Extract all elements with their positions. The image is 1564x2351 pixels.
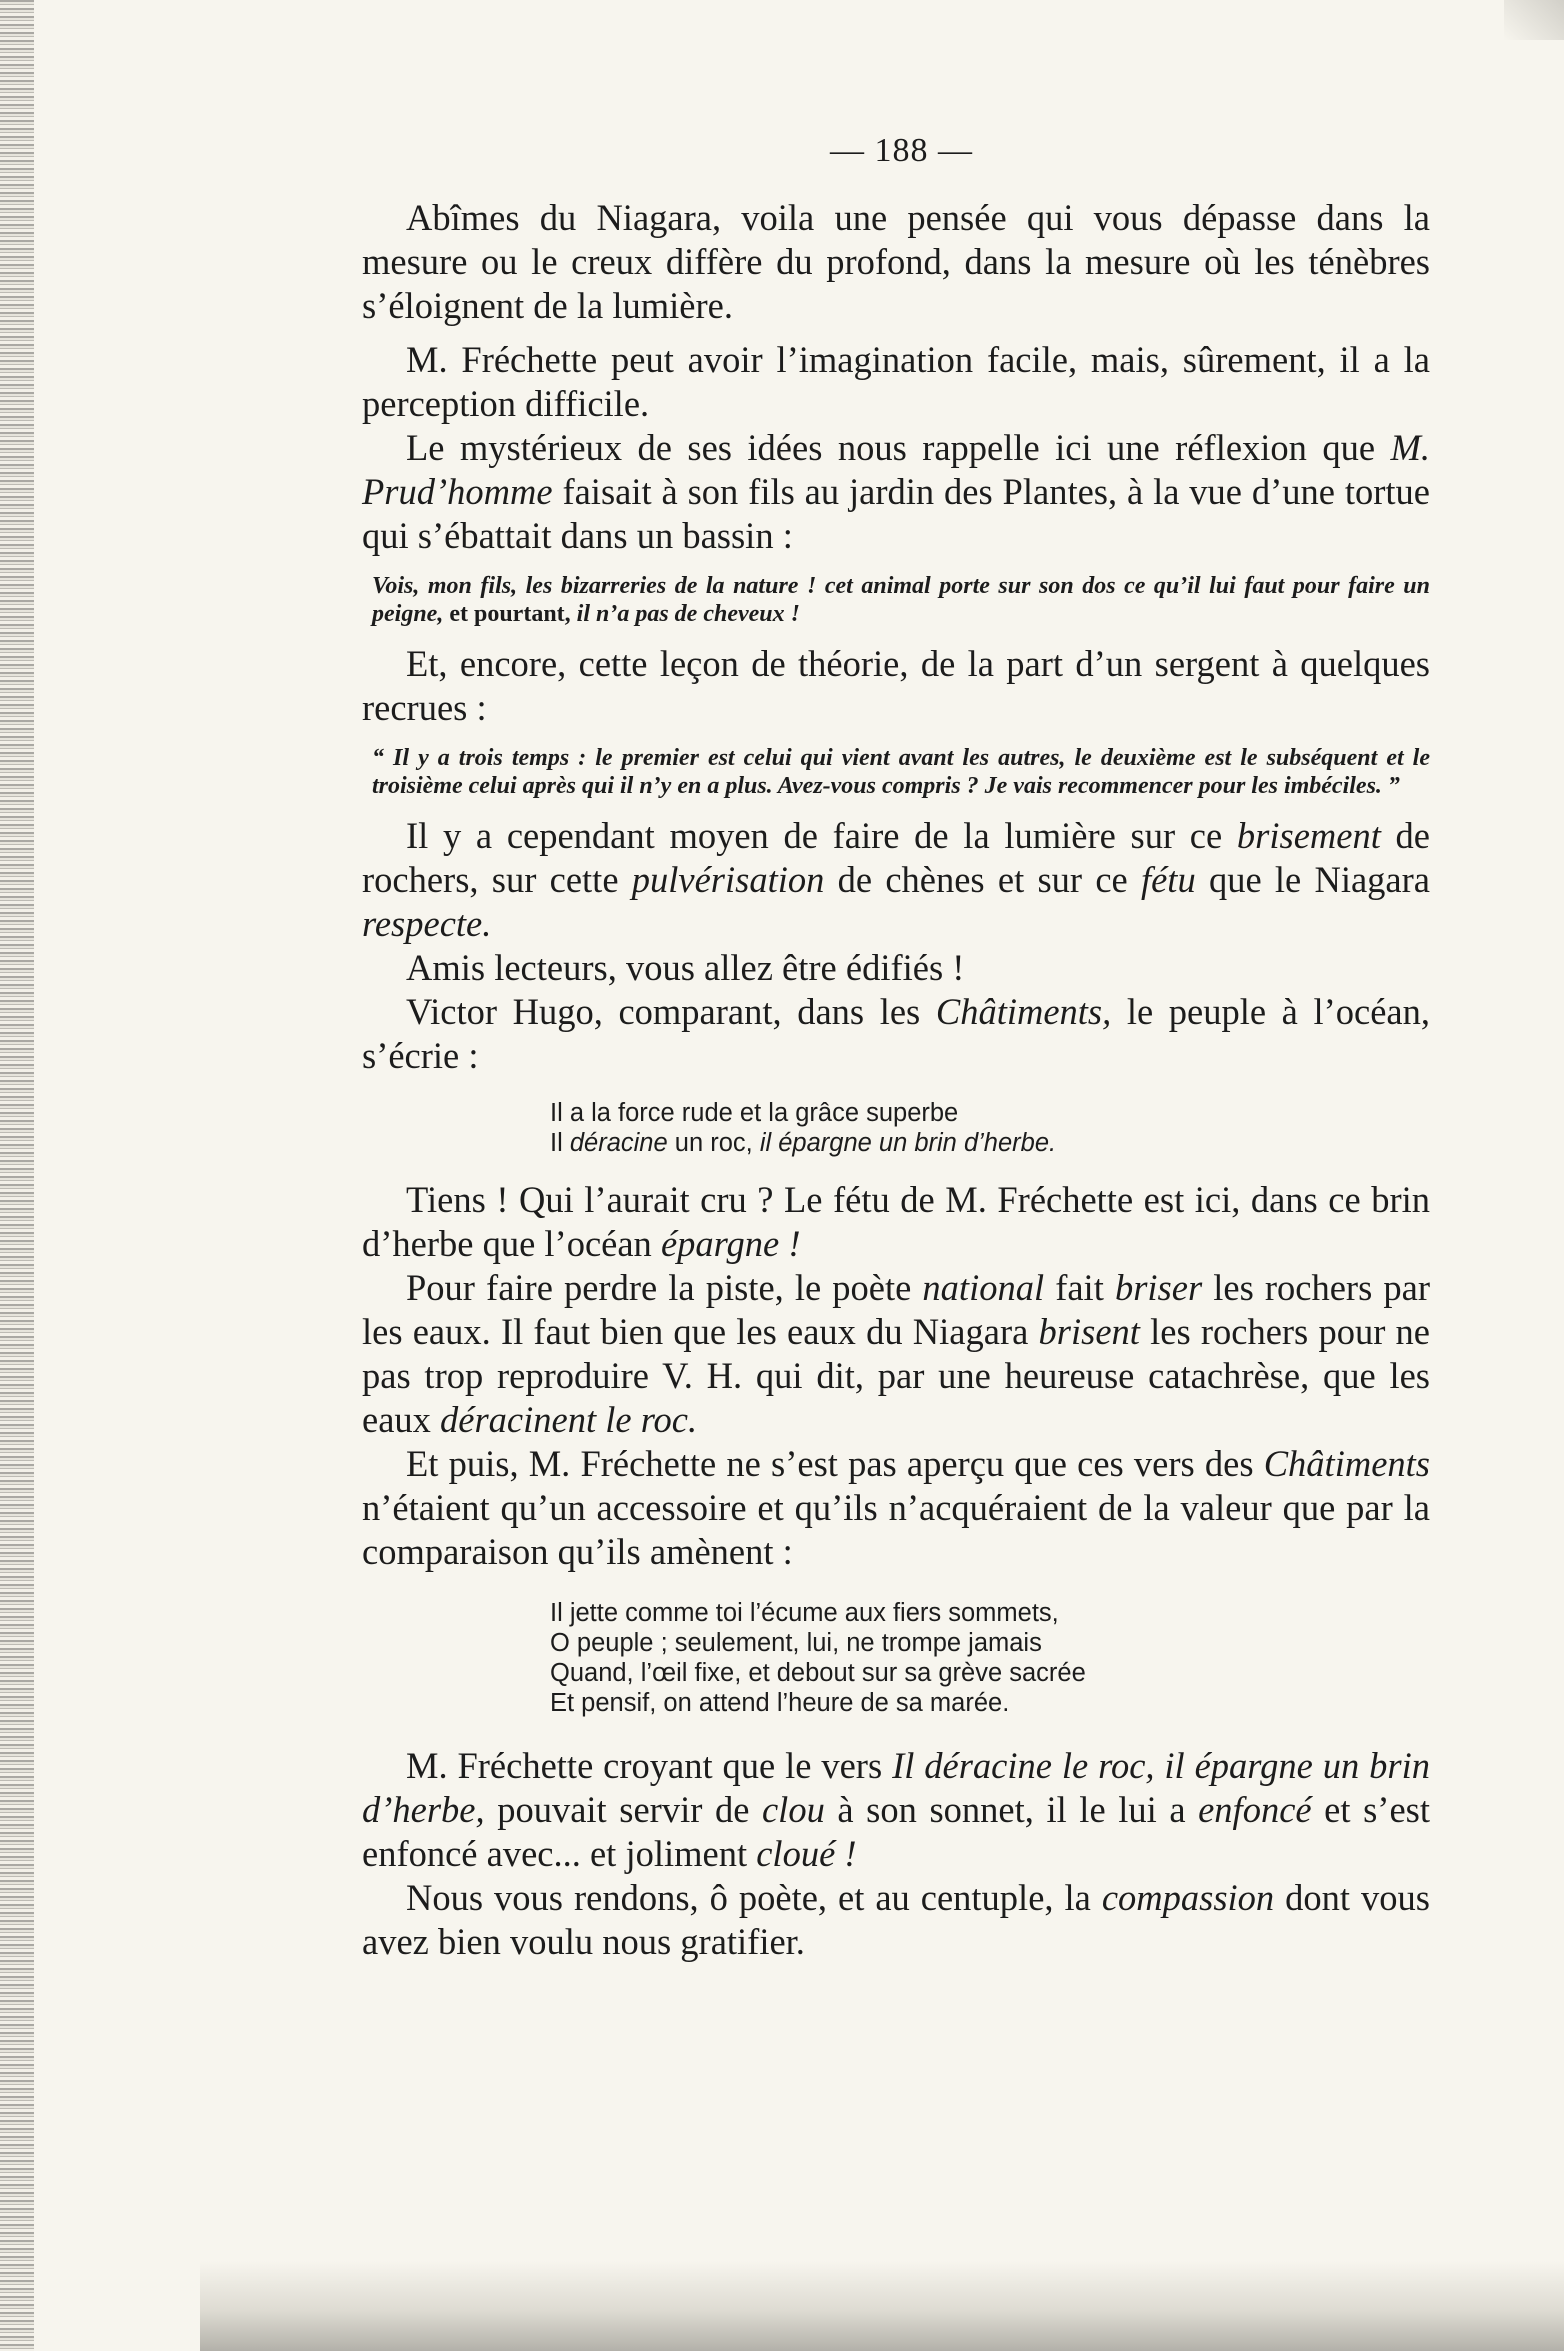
paragraph: Et, encore, cette leçon de théorie, de la part d’un sergent à quelques recrues : (362, 643, 1430, 728)
paragraph: Abîmes du Niagara, voila une pensée qui vous dépasse dans la mesure ou le creux diffère du profond, dans la mesure où les ténèbres s’éloignent de la lumière. (362, 197, 1430, 326)
paragraph: Tiens ! Qui l’aurait cru ? Le fétu de M. Fréchette est ici, dans ce brin d’herbe que l’océan épargne ! (362, 1179, 1430, 1264)
verse-line: O peuple ; seulement, lui, ne trompe jamais (550, 1629, 1042, 1657)
scan-binding-gutter (0, 0, 34, 2351)
scan-corner-shadow (1504, 0, 1564, 40)
paragraph: Il y a cependant moyen de faire de la lumière sur ce brisement de rochers, sur cette pulvérisation de chènes et sur ce fétu que le Niagara respecte. (362, 815, 1430, 944)
verse-line: Il jette comme toi l’écume aux fiers sommets, (550, 1599, 1059, 1627)
block-quote: “ Il y a trois temps : le premier est celui qui vient avant les autres, le deuxième est le subséquent et le troisième celui après qui il n’y en a plus. Avez-vous compris ? Je vais recommencer pour les imbéciles. ” (372, 745, 1430, 799)
page-number: — 188 — (830, 132, 973, 169)
paragraph: Le mystérieux de ses idées nous rappelle ici une réflexion que M. Prud’homme faisait à son fils au jardin des Plantes, à la vue d’une tortue qui s’ébattait dans un bassin : (362, 427, 1430, 556)
paragraph: Nous vous rendons, ô poète, et au centuple, la compassion dont vous avez bien voulu nous gratifier. (362, 1877, 1430, 1962)
paragraph: Amis lecteurs, vous allez être édifiés ! (406, 947, 965, 988)
verse-quote (550, 1598, 1430, 1718)
verse-line: Quand, l’œil fixe, et debout sur sa grève sacrée (550, 1659, 1086, 1687)
page-text (362, 196, 1430, 1964)
paragraph: M. Fréchette peut avoir l’imagination facile, mais, sûrement, il a la perception difficile. (362, 339, 1430, 424)
paragraph: Et puis, M. Fréchette ne s’est pas aperçu que ces vers des Châtiments n’étaient qu’un accessoire et qu’ils n’acquéraient de la valeur que par la comparaison qu’ils amènent : (362, 1443, 1430, 1572)
verse-line: Il a la force rude et la grâce superbe (550, 1099, 959, 1127)
verse-quote (550, 1098, 1430, 1158)
verse-line: Et pensif, on attend l’heure de sa marée. (550, 1689, 1010, 1717)
block-quote: Vois, mon fils, les bizarreries de la nature ! cet animal porte sur son dos ce qu’il lui faut pour faire un peigne, et pourtant, il n’a pas de cheveux ! (372, 573, 1430, 627)
paragraph: Pour faire perdre la piste, le poète national fait briser les rochers par les eaux. Il faut bien que les eaux du Niagara brisent les rochers pour ne pas trop reproduire V. H. qui dit, par une heureuse catachrèse, que les eaux déracinent le roc. (362, 1267, 1430, 1440)
scan-bottom-edge (200, 2261, 1564, 2351)
paragraph: Victor Hugo, comparant, dans les Châtiments, le peuple à l’océan, s’écrie : (362, 991, 1430, 1076)
paragraph: M. Fréchette croyant que le vers Il déracine le roc, il épargne un brin d’herbe, pouvait servir de clou à son sonnet, il le lui a enfoncé et s’est enfoncé avec... et joliment cloué ! (362, 1745, 1431, 1874)
verse-line: Il déracine un roc, il épargne un brin d’herbe. (550, 1129, 1057, 1157)
